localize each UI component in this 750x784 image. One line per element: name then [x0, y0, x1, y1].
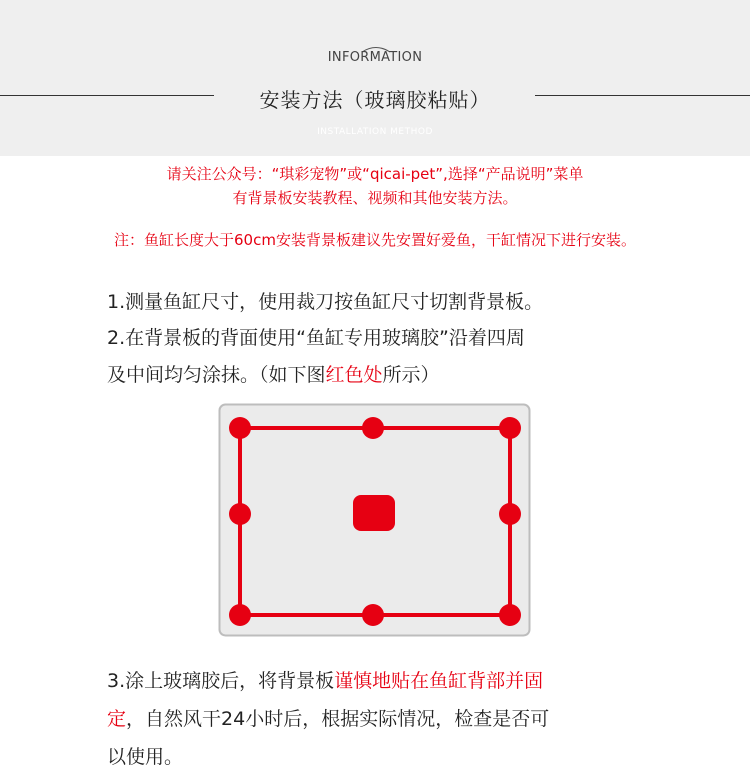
step-3-highlight-end: 定	[107, 708, 127, 730]
notice-line-2: 有背景板安装教程、视频和其他安装方法。	[232, 189, 518, 207]
step-2-text: 及中间均匀涂抹。（如下图	[107, 364, 326, 386]
glue-dot	[229, 604, 251, 626]
glue-dot	[499, 503, 521, 525]
page-subtitle: INSTALLATION METHOD	[317, 127, 433, 137]
step-3-line-2	[107, 704, 549, 731]
notice-line-3: 注：鱼缸长度大于60cm安装背景板建议先安置好爱鱼，干缸情况下进行安装。	[114, 231, 636, 249]
step-2-line-2	[107, 360, 440, 387]
step-2-line-1: 2.在背景板的背面使用“鱼缸专用玻璃胶”沿着四周	[107, 327, 525, 349]
step-3-highlight: 谨慎地贴在鱼缸背部并固	[334, 670, 544, 692]
center-glue-patch	[353, 495, 395, 531]
step-3-line-1	[107, 666, 543, 693]
step-3-line-3: 以使用。	[107, 746, 184, 768]
page-title: 安装方法（玻璃胶粘贴）	[259, 88, 491, 112]
step-1-text: 1.测量鱼缸尺寸，使用裁刀按鱼缸尺寸切割背景板。	[107, 291, 544, 313]
glue-application-diagram	[218, 403, 531, 637]
notice-line-1: 请关注公众号：“琪彩宠物”或“qicai-pet”,选择“产品说明”菜单	[166, 165, 584, 183]
glue-dot	[229, 503, 251, 525]
glue-dot	[362, 417, 384, 439]
step-3-text: 3.涂上玻璃胶后，将背景板	[107, 670, 335, 692]
info-label: INFORMATION	[327, 50, 423, 65]
glue-dot	[362, 604, 384, 626]
step-2-text-end: 所示）	[382, 364, 440, 386]
glue-dot	[499, 417, 521, 439]
step-2-highlight: 红色处	[325, 364, 383, 386]
step-3-text-cont: ，自然风干24小时后，根据实际情况，检查是否可	[126, 708, 550, 730]
glue-dot	[229, 417, 251, 439]
glue-dot	[499, 604, 521, 626]
